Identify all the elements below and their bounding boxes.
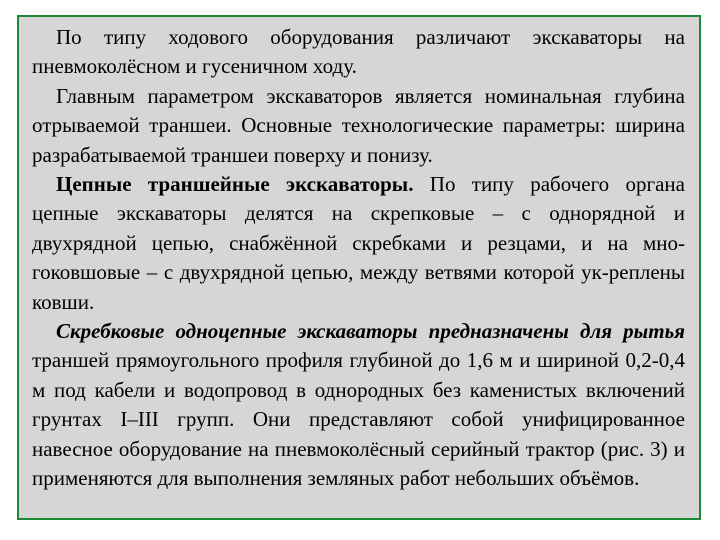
paragraph-lead-bold: Цепные траншейные экскаваторы.: [56, 172, 414, 197]
paragraph-scraper-excavators: [32, 317, 685, 493]
paragraph-main-parameter: [32, 82, 685, 170]
paragraph-running-gear: [32, 23, 685, 82]
paragraph-lead-bold-italic: Скребковые одноцепные экскаваторы предназначены для рытья: [56, 319, 685, 344]
paragraph-chain-excavators: [32, 170, 685, 317]
paragraph-text: Главным параметром экскаваторов является номинальная глубина отрываемой траншеи. Основные технологические параметры: ширина разрабатываемой траншеи поверху и понизу.: [32, 83, 685, 167]
paragraph-text: По типу ходового оборудования различают экскаваторы на пневмоколёсном и гусеничном ходу.: [32, 25, 685, 79]
text-box: [17, 15, 701, 520]
paragraph-text: траншей прямоугольного профиля глубиной до 1,6 м и шириной 0,2-0,4 м под кабели и водопровод в однородных без каменистых включений грунтах I–III групп. Они представляют собой унифицированное навесное оборудование на пневмоколёсный серийный трактор (рис. 3) и применяются для выполнения земляных работ небольших объёмов.: [32, 348, 685, 491]
paragraph-text: По типу рабочего органа цепные экскаваторы делятся на скрепковые – с однорядной и двухрядной цепью, снабжённой скребками и резцами, и на мно-гоковшовые – с двухрядной цепью, между ветвями которой ук-реплены ковши.: [32, 172, 685, 314]
